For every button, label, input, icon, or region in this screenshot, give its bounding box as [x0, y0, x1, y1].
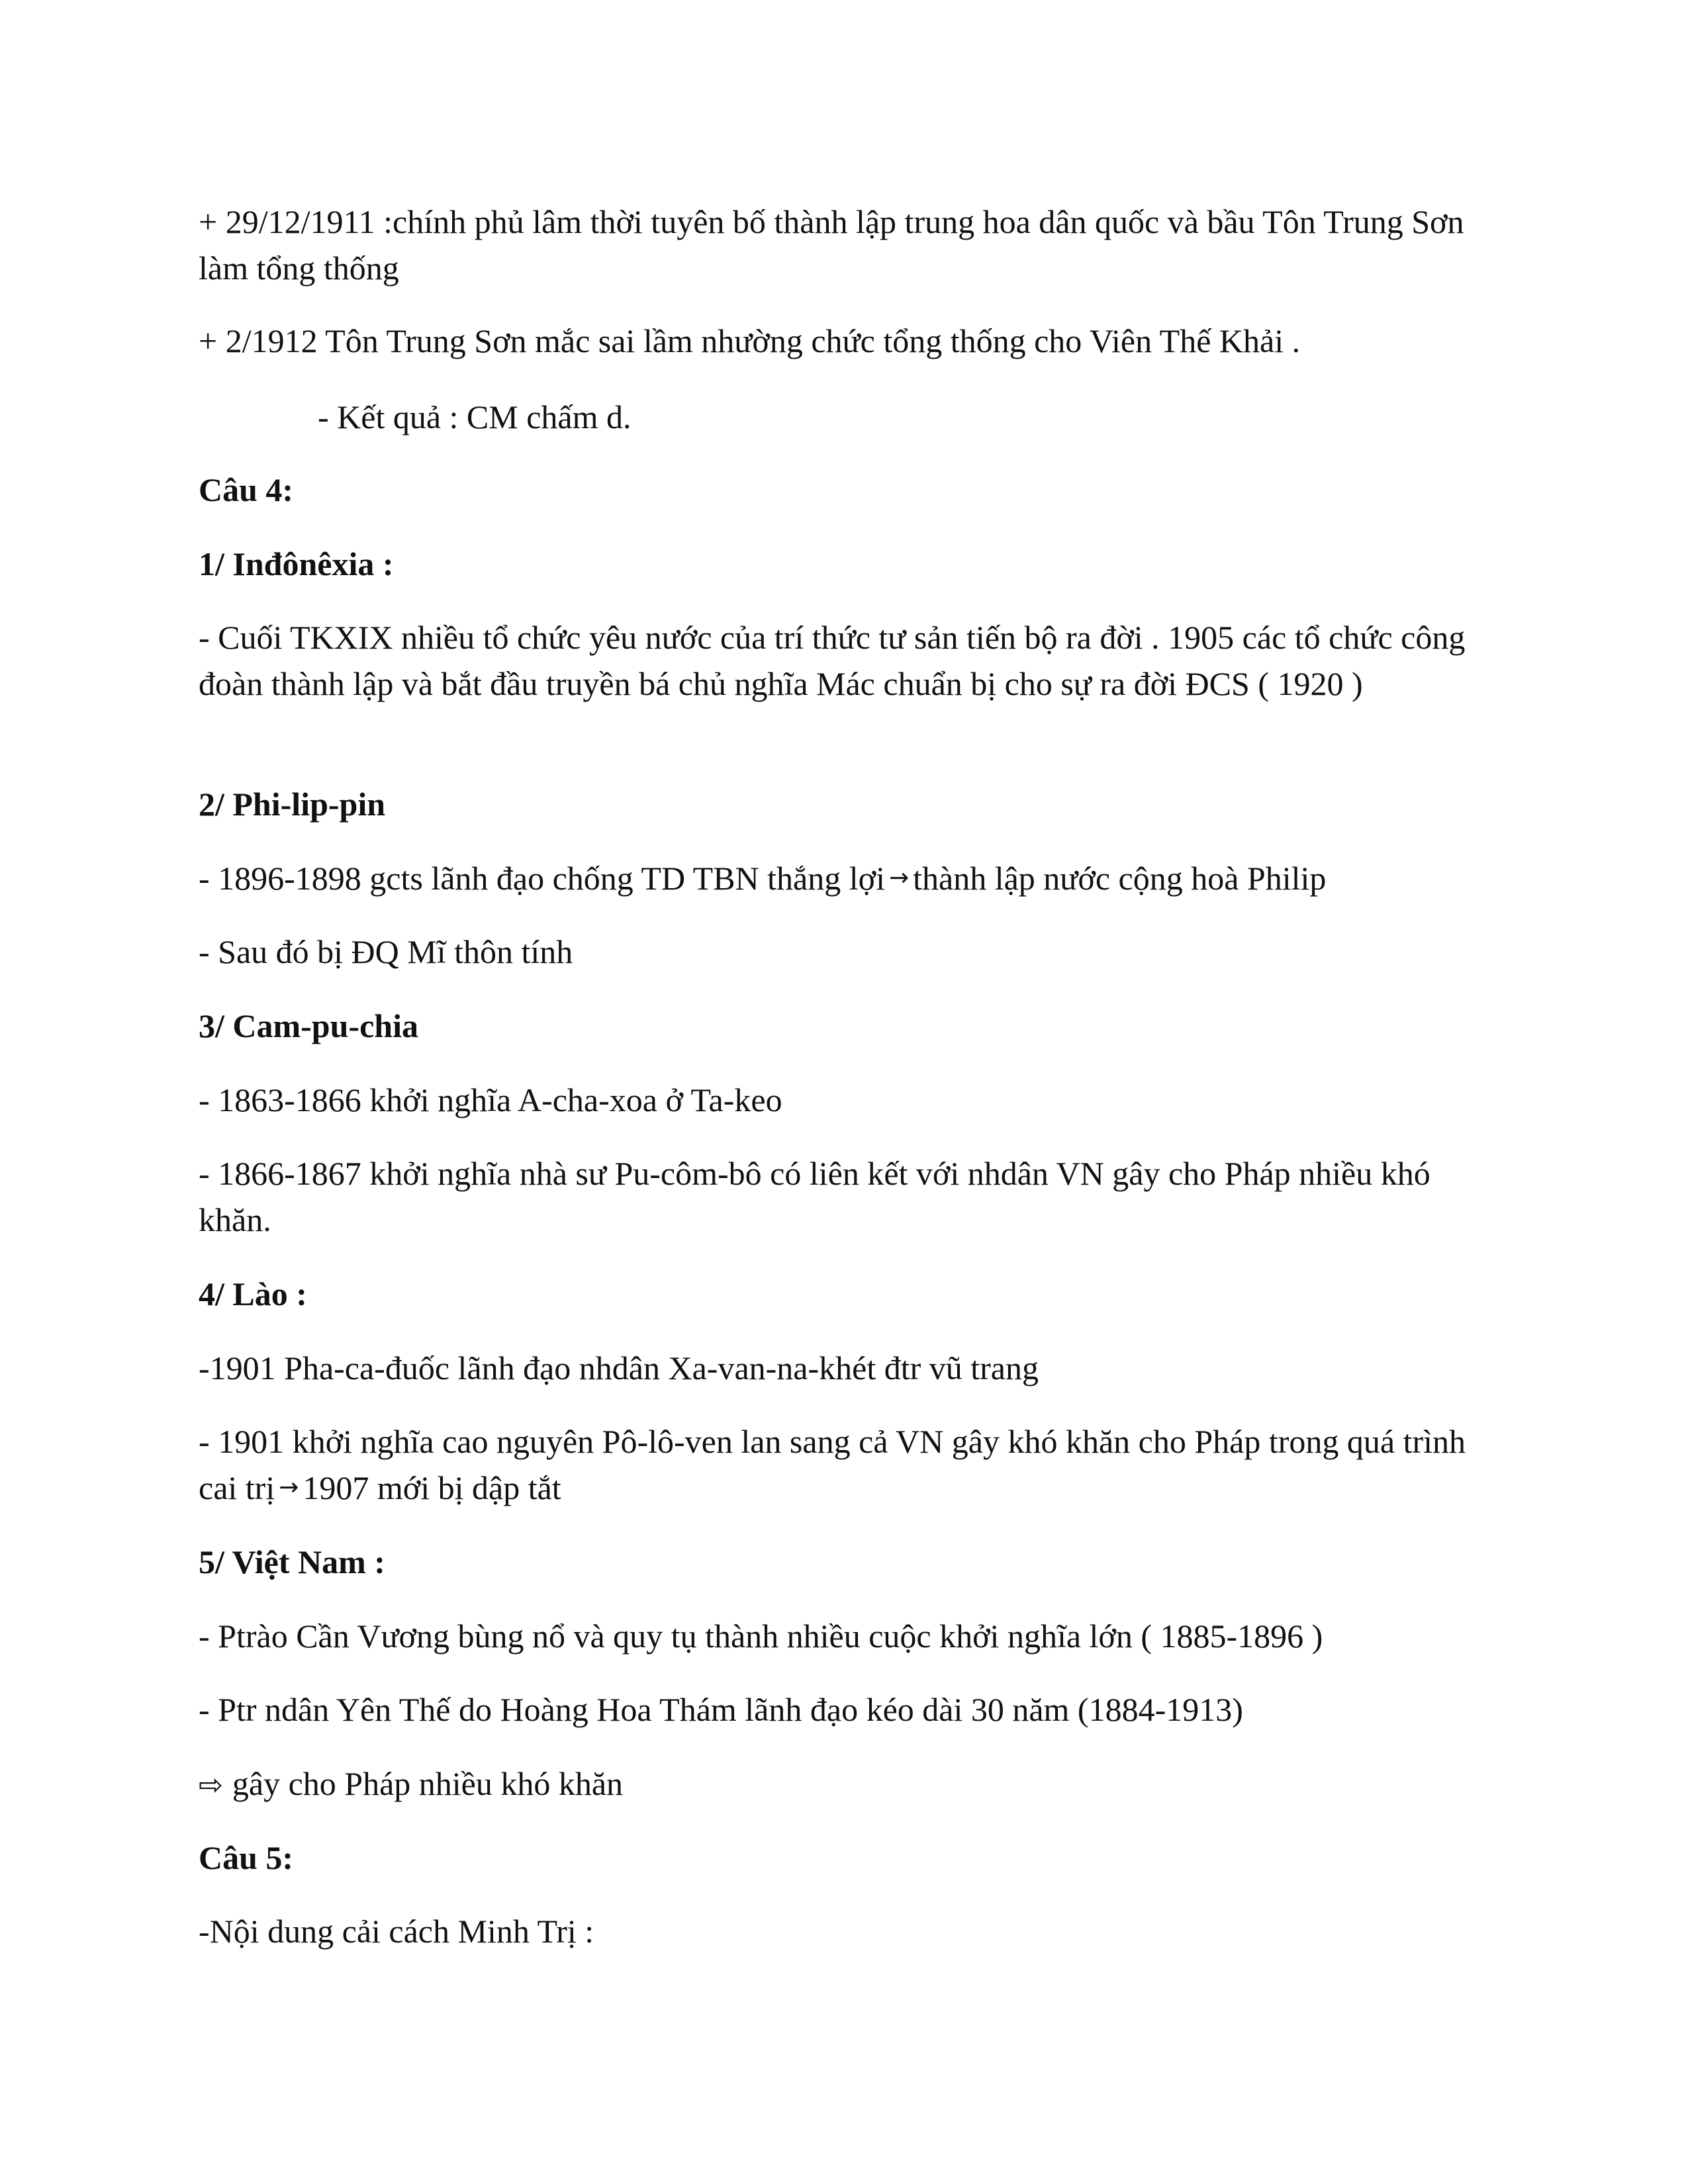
paragraph-republic-founding: + 29/12/1911 :chính phủ lâm thời tuyên bố thành lập trung hoa dân quốc và bầu Tôn Trung Sơn làm tổng thống [199, 203, 1464, 287]
right-arrow-icon: → [888, 864, 910, 891]
paragraph-cambodia-1: - 1863-1866 khởi nghĩa A-cha-xoa ở Ta-keo [199, 1081, 782, 1118]
paragraph-philippines-2: - Sau đó bị ĐQ Mĩ thôn tính [199, 933, 573, 970]
paragraph-vietnam-1: - Ptrào Cần Vương bùng nổ và quy tụ thành nhiều cuộc khởi nghĩa lớn ( 1885-1896 ) [199, 1617, 1323, 1655]
paragraph-laos-2 [199, 1418, 1489, 1511]
laos-2-text-b: 1907 mới bị dập tắt [303, 1469, 561, 1506]
paragraph-vietnam-conclusion [199, 1760, 1489, 1809]
right-arrow-icon: → [279, 1474, 299, 1501]
heading-question-5: Câu 5: [199, 1839, 294, 1876]
heading-vietnam: 5/ Việt Nam : [199, 1543, 385, 1580]
paragraph-result: - Kết quả : CM chấm d. [318, 398, 632, 435]
paragraph-meiji-reform: -Nội dung cải cách Minh Trị : [199, 1913, 594, 1950]
paragraph-indonesia: - Cuối TKXIX nhiều tổ chức yêu nước của trí thức tư sản tiến bộ ra đời . 1905 các tổ chức công đoàn thành lập và bắt đầu truyền bá chủ nghĩa Mác chuẩn bị cho sự ra đời ĐCS ( 1920 ) [199, 619, 1466, 702]
paragraph-vietnam-2: - Ptr ndân Yên Thế do Hoàng Hoa Thám lãnh đạo kéo dài 30 năm (1884-1913) [199, 1691, 1243, 1728]
conclusion-arrow-icon: ⇨ [199, 1768, 223, 1802]
paragraph-philippines-1 [199, 855, 1489, 901]
heading-laos: 4/ Lào : [199, 1275, 307, 1312]
heading-question-4: Câu 4: [199, 471, 294, 508]
paragraph-cambodia-2: - 1866-1867 khởi nghĩa nhà sư Pu-côm-bô có liên kết với nhdân VN gây cho Pháp nhiều khó khăn. [199, 1155, 1430, 1238]
philippines-1-text-b: thành lập nước cộng hoà Philip [913, 860, 1327, 897]
laos-2-text-a: - 1901 khởi nghĩa cao nguyên Pô-lô-ven lan sang cả VN gây khó khăn cho Pháp trong quá trình cai trị [199, 1423, 1466, 1506]
vietnam-conclusion-text: gây cho Pháp nhiều khó khăn [232, 1765, 624, 1802]
paragraph-yuan-shikai: + 2/1912 Tôn Trung Sơn mắc sai lầm nhường chức tổng thống cho Viên Thế Khải . [199, 322, 1301, 359]
heading-cambodia: 3/ Cam-pu-chia [199, 1007, 418, 1044]
paragraph-laos-1: -1901 Pha-ca-đuốc lãnh đạo nhdân Xa-van-na-khét đtr vũ trang [199, 1349, 1039, 1387]
heading-philippines: 2/ Phi-lip-pin [199, 786, 386, 823]
philippines-1-text-a: - 1896-1898 gcts lãnh đạo chống TD TBN thắng lợi [199, 860, 885, 897]
heading-indonesia: 1/ Inđônêxia : [199, 545, 394, 582]
